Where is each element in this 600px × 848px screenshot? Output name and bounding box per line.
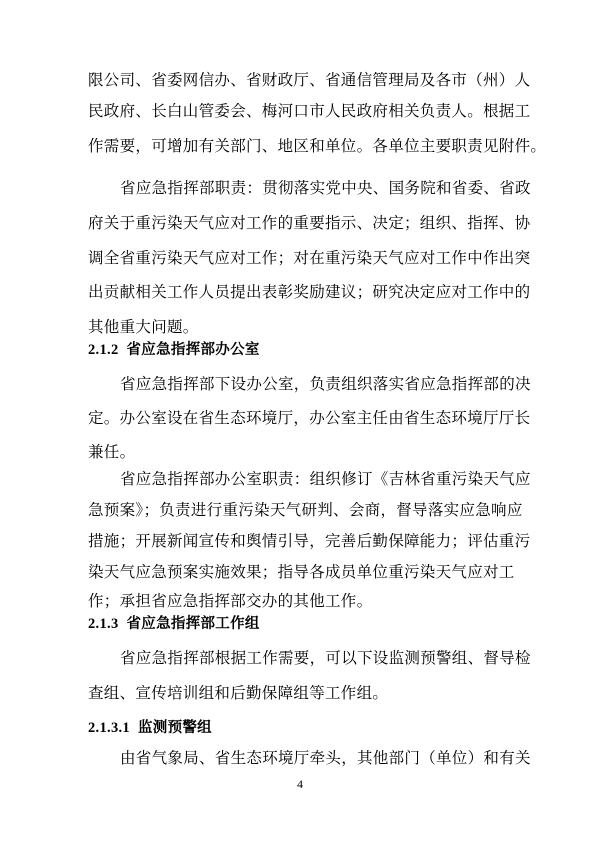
body-line: 其他重大问题。: [88, 318, 199, 336]
body-line: 兼任。: [88, 443, 136, 461]
heading-title: 省应急指挥部办公室: [126, 342, 260, 358]
body-line: 省应急指挥部职责：贯彻落实党中央、国务院和省委、省政: [120, 179, 531, 197]
page-number: 4: [297, 777, 303, 791]
section-heading-2-1-3-1: [88, 716, 212, 737]
body-line: 由省气象局、省生态环境厅牵头，其他部门（单位）和有关: [120, 749, 531, 767]
body-line: 作；承担省应急指挥部交办的其他工作。: [88, 592, 373, 610]
body-line: 急预案》；负责进行重污染天气研判、会商，督导落实应急响应: [88, 501, 523, 519]
body-line: 限公司、省委网信办、省财政厅、省通信管理局及各市（州）人: [88, 71, 531, 89]
body-line: 民政府、长白山管委会、梅河口市人民政府相关负责人。根据工: [88, 102, 531, 120]
body-line: 省应急指挥部根据工作需要，可以下设监测预警组、督导检: [120, 649, 531, 667]
heading-title: 省应急指挥部工作组: [126, 616, 260, 632]
heading-number: 2.1.3.1: [88, 720, 130, 736]
heading-title: 监测预警组: [137, 720, 212, 736]
body-line: 调全省重污染天气应对工作；对在重污染天气应对工作中作出突: [88, 249, 531, 267]
body-line: 省应急指挥部办公室职责：组织修订《吉林省重污染天气应: [120, 470, 531, 488]
heading-number: 2.1.2: [88, 342, 119, 358]
body-line: 措施；开展新闻宣传和舆情引导，完善后勤保障能力；评估重污: [88, 532, 531, 550]
body-line: 出贡献相关工作人员提出表彰奖励建议；研究决定应对工作中的: [88, 283, 531, 301]
body-line: 省应急指挥部下设办公室，负责组织落实省应急指挥部的决: [120, 375, 531, 393]
body-line: 查组、宣传培训组和后勤保障组等工作组。: [88, 684, 389, 702]
section-heading-2-1-3: [88, 612, 260, 633]
body-line: 作需要，可增加有关部门、地区和单位。各单位主要职责见附件。: [88, 137, 547, 155]
body-line: 府关于重污染天气应对工作的重要指示、决定；组织、指挥、协: [88, 214, 531, 232]
heading-number: 2.1.3: [88, 616, 119, 632]
body-line: 染天气应急预案实施效果；指导各成员单位重污染天气应对工: [88, 563, 515, 581]
section-heading-2-1-2: [88, 338, 260, 359]
body-line: 定。办公室设在省生态环境厅，办公室主任由省生态环境厅厅长: [88, 409, 531, 427]
